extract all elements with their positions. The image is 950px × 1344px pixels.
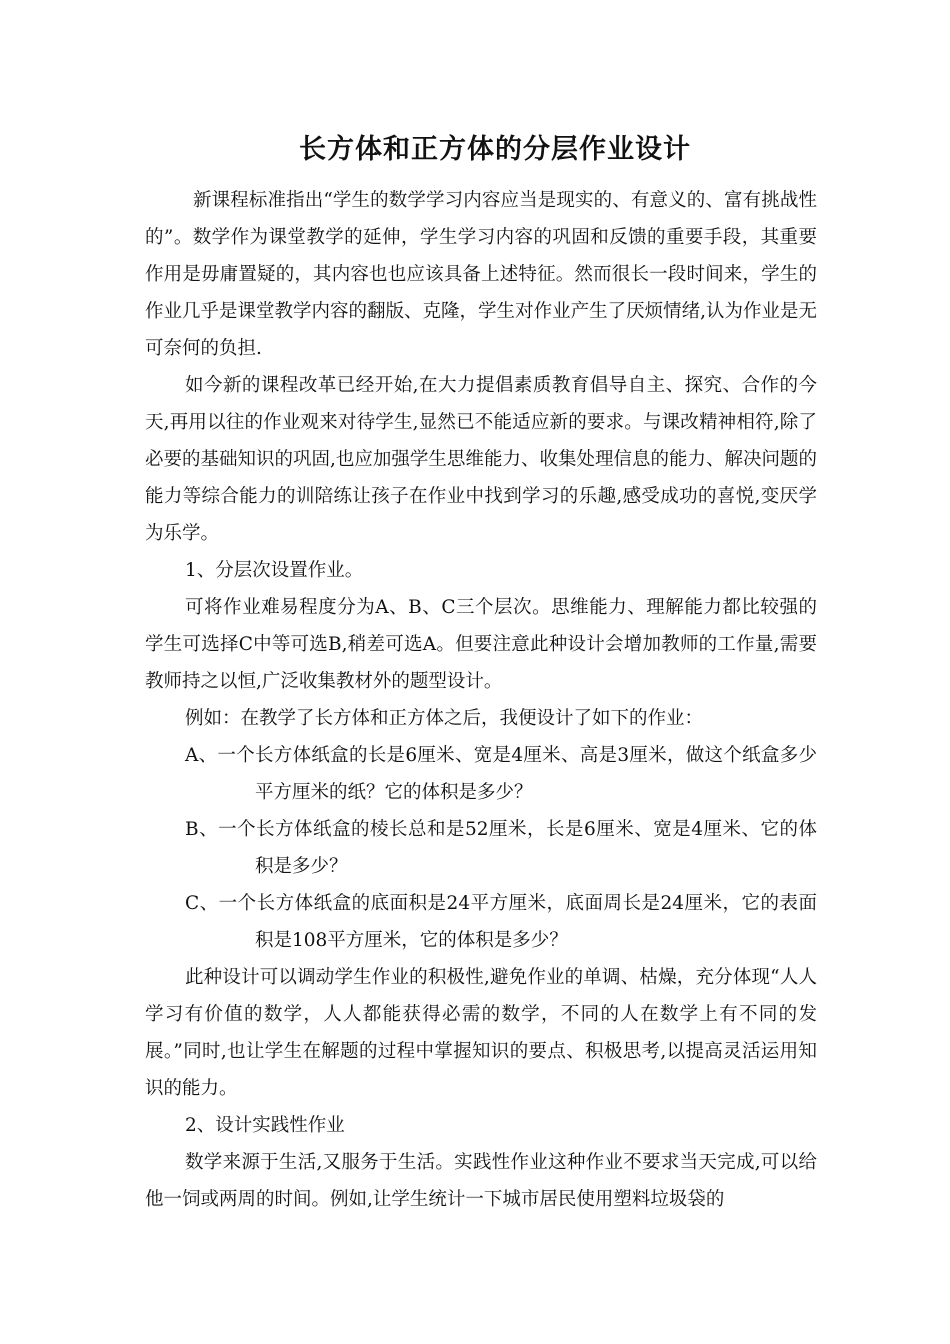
paragraph-example-intro: 例如：在教学了长方体和正方体之后，我便设计了如下的作业： [185,708,704,729]
paragraph-design-benefits: 此种设计可以调动学生作业的积极性,避免作业的单调、枯燥，充分体现“人人学习有价值的数学，人人都能获得必需的数学，不同的人在数学上有不同的发展。”同时,也让学生在解题的过程中掌握知识的要点、积极思考,以提高灵活运用知识的能力。 [145,967,817,1099]
paragraph-curriculum-reform: 如今新的课程改革已经开始,在大力提倡素质教育倡导自主、探究、合作的今天,再用以往的作业观来对待学生,显然已不能适应新的要求。与课改精神相符,除了必要的基础知识的巩固,也应加强学生思维能力、收集处理信息的能力、解决问题的能力等综合能力的训陪练让孩子在作业中找到学习的乐趣,感受成功的喜悦,变厌学为乐学。 [145,375,817,544]
exercise-c: C、一个长方体纸盒的底面积是24平方厘米，底面周长是24厘米，它的表面积是108平方厘米，它的体积是多少？ [185,893,817,951]
section-heading-layered-homework: 1、分层次设置作业。 [185,560,364,581]
paragraph-difficulty-levels: 可将作业难易程度分为A、B、C三个层次。思维能力、理解能力都比较强的学生可选择C中等可选B,稍差可选A。但要注意此种设计会增加教师的工作量,需要教师持之以恒,广泛收集教材外的题型设计。 [145,597,817,692]
document-body [145,182,817,1218]
document-title: 长方体和正方体的分层作业设计 [299,134,691,165]
paragraph-intro: 新课程标准指出“学生的数学学习内容应当是现实的、有意义的、富有挑战性的”。数学作为课堂教学的延伸，学生学习内容的巩固和反馈的重要手段，其重要作用是毋庸置疑的，其内容也也应该具备上述特征。然而很长一段时间来，学生的作业几乎是课堂教学内容的翻版、克隆，学生对作业产生了厌烦情绪,认为作业是无可奈何的负担. [145,190,817,359]
section-heading-practical-homework: 2、设计实践性作业 [185,1115,345,1136]
exercise-b: B、一个长方体纸盒的棱长总和是52厘米，长是6厘米、宽是4厘米、它的体积是多少？ [185,819,817,877]
exercise-a: A、一个长方体纸盒的长是6厘米、宽是4厘米、高是3厘米，做这个纸盒多少平方厘米的纸？它的体积是多少？ [185,745,817,803]
paragraph-practical-homework: 数学来源于生活,又服务于生活。实践性作业这种作业不要求当天完成,可以给他一饲或两周的时间。例如,让学生统计一下城市居民使用塑料垃圾袋的 [145,1152,817,1210]
